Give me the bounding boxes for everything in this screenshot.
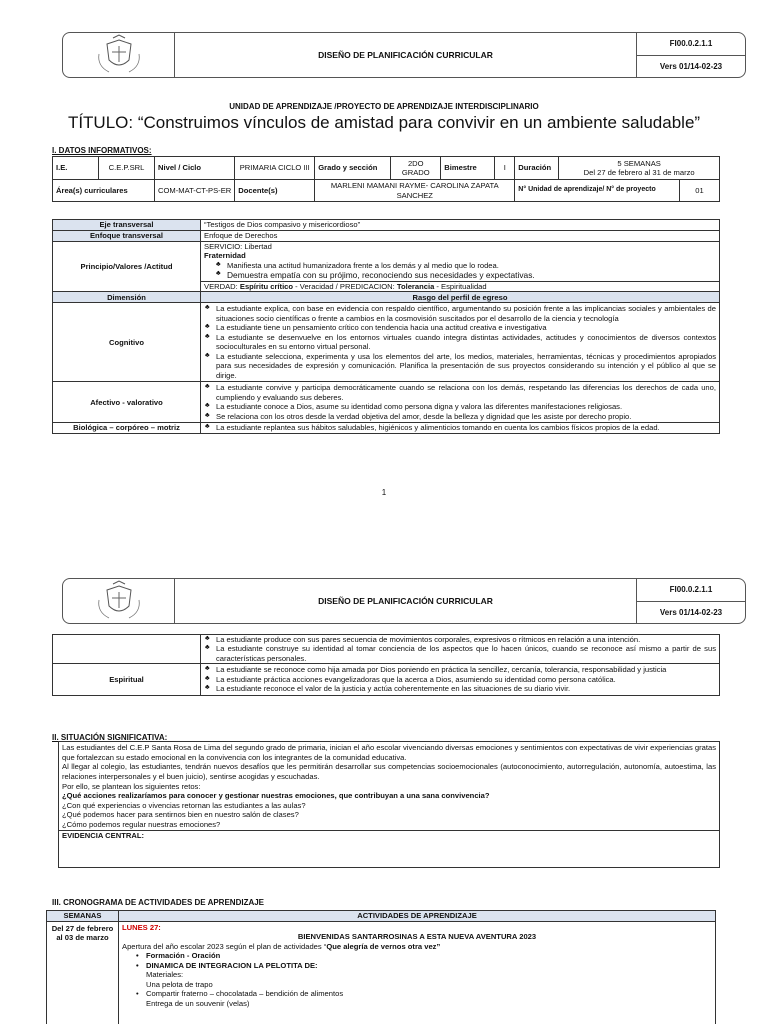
materiales-label: Materiales:	[146, 970, 184, 980]
list-item: ♣ La estudiante convive y participa democráticamente cuando se relaciona con los demás, respetando las diferencias los derechos de cada uno, cumpliendo y evaluando sus deberes.	[204, 383, 716, 402]
page-number: 1	[381, 488, 387, 497]
list-item: ♣ Se relaciona con los otros desde la verdad objetiva del amor, desde la belleza y dignidad que les asiste por derecho propio.	[204, 412, 716, 421]
apertura-text: Apertura del año escolar 2023 según el plan de actividades “Que alegría de vernos otra vez”	[122, 941, 441, 951]
list-item: ♣ La estudiante reconoce el valor de la justicia y actúa coherentemente en las situaciones de su diario vivir.	[204, 684, 716, 693]
unit-subtitle: UNIDAD DE APRENDIZAJE /PROYECTO DE APRENDIZAJE INTERDISCIPLINARIO	[229, 102, 539, 111]
list-item: ♣ La estudiante construye su identidad al tomar conciencia de los aspectos que lo hacen únicos, cuando se reconoce así mismo a partir de sus características personales.	[204, 644, 716, 663]
duracion-value	[559, 157, 720, 180]
servicio-text: SERVICIO: Libertad	[204, 242, 272, 251]
situacion-main-question: ¿Qué acciones realizaríamos para conocer y gestionar nuestras emociones, que contribuyan a una sana convivencia?	[62, 791, 490, 801]
bimestre-label: Bimestre	[441, 157, 495, 180]
eje-label: Eje transversal	[53, 220, 201, 231]
material-item: Una pelota de trapo	[146, 979, 213, 989]
cognitivo-label: Cognitivo	[53, 303, 201, 382]
situacion-p1: Las estudiantes del C.E.P Santa Rosa de Lima del segundo grado de primaria, inician el año escolar vivenciando diversas emociones y sentimientos con expectativas de vivir experiencias gratas que fortalezcan su estado emocional en la convivencia con los integrantes de la comunidad educativa.	[62, 743, 716, 762]
fraternidad-text: Fraternidad	[204, 251, 246, 261]
biologica-cell	[201, 423, 720, 433]
unidad-value: 01	[680, 180, 720, 202]
datos-table	[52, 156, 720, 202]
principio-value	[201, 242, 720, 292]
list-item: ♣ La estudiante replantea sus hábitos saludables, higiénicos y alimenticios tomando en cuenta los cambios físicos propios de la edad.	[204, 423, 716, 432]
list-item: ♣ Manifiesta una actitud humanizadora frente a los demás y al medio que lo rodea.	[215, 261, 716, 270]
activity-item: Entrega de un souvenir (velas)	[146, 998, 250, 1008]
perfil-table	[52, 219, 720, 434]
list-item: ♣ La estudiante tiene un pensamiento crítico con tendencia hacia una actitud creativa e investigativa	[204, 323, 716, 332]
situacion-question: ¿Cómo podemos regular nuestras emociones?	[62, 820, 221, 830]
situacion-p3: Por ello, se plantean los siguientes retos:	[62, 781, 201, 791]
situacion-p2: Al llegar al colegio, las estudiantes, tendrán nuevos desafíos que les permitirán desarrollar sus competencias socioemocionales (autoconocimiento, autorregulación, autonomía, autoestima, las relaciones interpersonales y el buen juicio), sentirse acogidas y escuchadas.	[62, 762, 716, 781]
section-situacion-heading: II. SITUACIÓN SIGNIFICATIVA:	[52, 733, 168, 742]
activity-item: • DINAMICA DE INTEGRACION LA PELOTITA DE:	[136, 961, 712, 970]
section-datos-heading: I. DATOS INFORMATIVOS:	[52, 146, 152, 155]
fraternidad-list	[201, 261, 719, 281]
logo-cell	[63, 579, 175, 623]
logo-cell	[63, 33, 175, 77]
duracion-dates: Del 27 de febrero al 31 de marzo	[583, 168, 695, 177]
enfoque-label: Enfoque transversal	[53, 231, 201, 242]
nivel-label: Nivel / Ciclo	[155, 157, 235, 180]
unit-title: TÍTULO: “Construimos vínculos de amistad para convivir en un ambiente saludable”	[67, 113, 701, 132]
week-cell: Del 27 de febrero al 03 de marzo	[47, 922, 119, 1024]
situacion-question: ¿Qué podemos hacer para sentirnos bien en nuestro salón de clases?	[62, 810, 299, 820]
document-code: FI00.0.2.1.1	[637, 33, 745, 56]
enfoque-value: Enfoque de Derechos	[201, 231, 720, 242]
day-label: LUNES 27:	[122, 923, 161, 932]
list-item: ♣ La estudiante conoce a Dios, asume su identidad como persona digna y valora las diferentes manifestaciones religiosas.	[204, 402, 716, 411]
activity-item: • Formación - Oración	[136, 951, 712, 960]
afectivo-label: Afectivo - valorativo	[53, 382, 201, 423]
biologica-continued-label	[53, 635, 201, 664]
section-cronograma-heading: III. CRONOGRAMA DE ACTIVIDADES DE APRENDIZAJE	[52, 898, 265, 907]
dimension-header: Dimensión	[53, 292, 201, 303]
espiritual-cell	[201, 664, 720, 695]
cronograma-table	[46, 910, 716, 1024]
page1-header	[62, 32, 746, 78]
activities-cell	[119, 922, 716, 1024]
duracion-weeks: 5 SEMANAS	[617, 158, 661, 168]
list-item: ♣ Demuestra empatía con su prójimo, reconociendo sus necesidades y expectativas.	[215, 270, 716, 281]
document-title: DISEÑO DE PLANIFICACIÓN CURRICULAR	[175, 579, 637, 623]
eje-value: “Testigos de Dios compasivo y misericordioso”	[201, 220, 720, 231]
docente-label: Docente(s)	[235, 180, 315, 202]
school-crest-icon	[91, 580, 147, 622]
perfil-table-continued	[52, 634, 720, 696]
bimestre-value: I	[495, 157, 515, 180]
document-title: DISEÑO DE PLANIFICACIÓN CURRICULAR	[175, 33, 637, 77]
rasgo-header: Rasgo del perfil de egreso	[201, 292, 720, 303]
espiritual-label: Espiritual	[53, 664, 201, 695]
welcome-text: BIENVENIDAS SANTARROSINAS A ESTA NUEVA AVENTURA 2023	[297, 932, 537, 942]
activity-item: • Compartir fraterno – chocolatada – bendición de alimentos	[136, 989, 712, 998]
document-version: Vers 01/14-02-23	[659, 61, 723, 71]
list-item: ♣ La estudiante se reconoce como hija amada por Dios poniendo en práctica la sencillez, cercanía, tolerancia, responsabilidad y justicia	[204, 665, 716, 674]
list-item: ♣ La estudiante práctica acciones evangelizadoras que la acerca a Dios, asumiendo su identidad como persona católica.	[204, 675, 716, 684]
grado-value: 2DO GRADO	[391, 157, 441, 180]
biologica-list	[204, 423, 716, 432]
grado-label: Grado y sección	[315, 157, 391, 180]
document-code: FI00.0.2.1.1	[637, 579, 745, 602]
evidencia-central: EVIDENCIA CENTRAL:	[59, 830, 719, 841]
duracion-label: Duración	[515, 157, 559, 180]
document-version: Vers 01/14-02-23	[659, 607, 723, 617]
verdad-line: VERDAD: Espíritu crítico - Veracidad / PREDICACION: Tolerancia - Espiritualidad	[201, 281, 719, 291]
col-actividades: ACTIVIDADES DE APRENDIZAJE	[119, 911, 716, 922]
espiritual-list	[204, 665, 716, 693]
cognitivo-cell	[201, 303, 720, 382]
unidad-label: N° Unidad de aprendizaje/ N° de proyecto	[515, 180, 680, 202]
biologica-label: Biológica – corpóreo – motriz	[53, 423, 201, 433]
biologica-continued-list	[204, 635, 716, 663]
situacion-question: ¿Con qué experiencias o vivencias retornan las estudiantes a las aulas?	[62, 800, 306, 810]
afectivo-list	[204, 383, 716, 421]
page2-header	[62, 578, 746, 624]
cognitivo-list	[204, 304, 716, 380]
docente-value: MARLENI MAMANI RAYME- CAROLINA ZAPATA SANCHEZ	[315, 180, 515, 202]
afectivo-cell	[201, 382, 720, 423]
nivel-value: PRIMARIA CICLO III	[235, 157, 315, 180]
col-semanas: SEMANAS	[47, 911, 119, 922]
ie-label: I.E.	[53, 157, 99, 180]
list-item: ♣ La estudiante produce con sus pares secuencia de movimientos corporales, expresivos o rítmicos en relación a una intención.	[204, 635, 716, 644]
list-item: ♣ La estudiante selecciona, experimenta y usa los elementos del arte, los medios, materiales, herramientas, técnicas y procedimientos apropiados para sus necesidades de expresión y comunicación. Planifica la presentación de sus proyectos considerando su intención y el público al que se dirige.	[204, 352, 716, 380]
list-item: ♣ La estudiante explica, con base en evidencia con respaldo científico, argumentando su posición frente a las implicancias sociales y ambientales de situaciones socio científicas o frente a cambios en la cosmovisión suscitados por el desarrollo de la ciencia y tecnología	[204, 304, 716, 323]
list-item: ♣ La estudiante se desenvuelve en los entornos virtuales cuando integra distintas actividades, actitudes y conocimientos de diversos contextos socioculturales en su entorno virtual personal.	[204, 333, 716, 352]
school-crest-icon	[91, 34, 147, 76]
situacion-box	[58, 741, 720, 868]
area-label: Área(s) curriculares	[53, 180, 155, 202]
area-value: COM-MAT-CT-PS-ER	[155, 180, 235, 202]
principio-label: Principio/Valores /Actitud	[53, 242, 201, 292]
biologica-continued-cell	[201, 635, 720, 664]
ie-value: C.E.P.SRL	[99, 157, 155, 180]
